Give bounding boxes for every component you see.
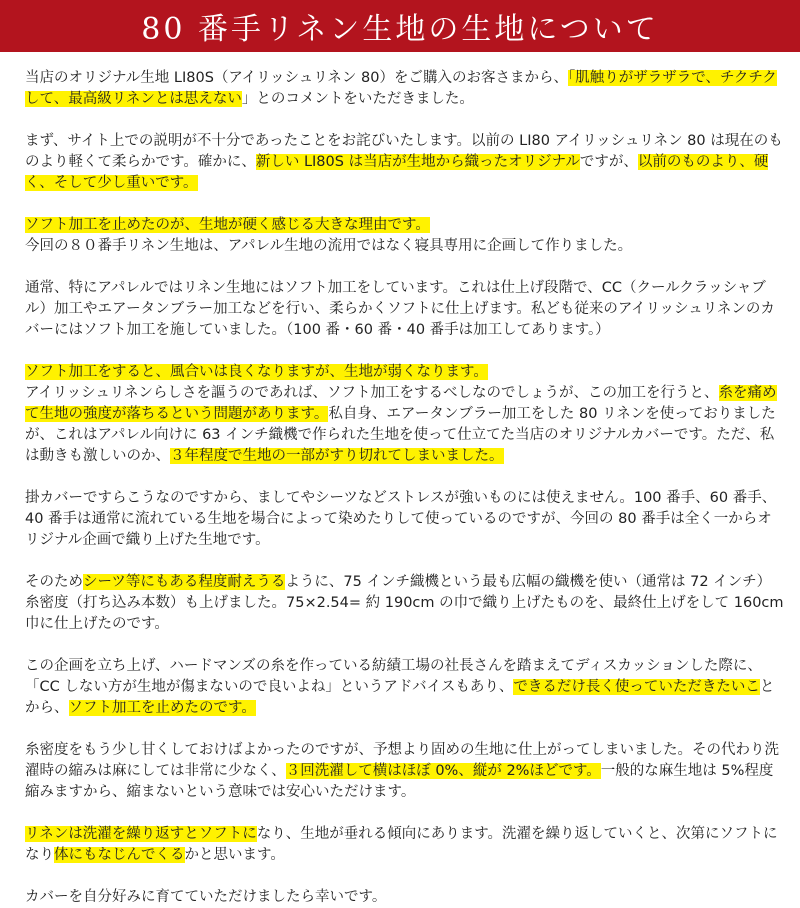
paragraph	[25, 740, 785, 803]
paragraph	[25, 824, 785, 866]
highlighted-text: ３年程度で生地の一部がすり切れてしまいました。	[170, 448, 504, 464]
body-text: アイリッシュリネンらしさを謳うのであれば、ソフト加工をするべしなのでしょうが、この加工を行うと、	[25, 385, 719, 401]
paragraph	[25, 656, 785, 719]
highlighted-text: 以前のものより、硬く、そして少し重いです。	[25, 154, 769, 191]
body-text: ですが、	[579, 154, 638, 170]
body-text: ように、75 インチ織機という最も広幅の織機を使い（通常は 72 インチ）糸密度（打ち込み本数）も上げました。75×2.54= 約 190cm の巾で織り上げたものを、最終仕上げをして 160cm 巾に仕上げたのです。	[25, 574, 784, 632]
highlighted-text: できるだけ長く使っていただきたいこ	[513, 679, 760, 695]
body-text: 」とのコメントをいただきました。	[241, 91, 474, 107]
paragraph	[25, 215, 785, 257]
highlighted-text: 体にもなじんでくる	[54, 847, 185, 863]
body-text: まず、サイト上での説明が不十分であったことをお詫びいたします。以前の LI80 アイリッシュリネン 80 は現在のものより軽くて柔らかです。確かに、	[25, 133, 783, 170]
highlighted-text: ソフト加工を止めたのが、生地が硬く感じる大きな理由です。	[25, 217, 430, 233]
highlighted-text: 「肌触りがザラザラで、チクチクして、最高級リネンとは思えない	[25, 70, 777, 107]
highlighted-text: 糸を痛めて生地の強度が落ちるという問題があります。	[25, 385, 777, 422]
highlighted-text: ソフト加工を止めたのです。	[68, 700, 256, 716]
body-text: そのため	[25, 574, 83, 590]
body-text: 掛カバーですらこうなのですから、ましてやシーツなどストレスが強いものには使えません。100 番手、60 番手、40 番手は通常に流れている生地を場合によって染めたりして使っているのですが、今回の 80 番手は全く一からオリジナル企画で織り上げた生地です。	[25, 490, 777, 548]
highlighted-text: 新しい LI80S は当店が生地から織ったオリジナル	[255, 154, 580, 170]
highlighted-text: ３回洗濯して横はほぼ 0%、縦が 2%ほどです。	[285, 763, 601, 779]
highlighted-text: シーツ等にもある程度耐えうる	[83, 574, 286, 590]
body-text: なり、生地が垂れる傾向にあります。洗濯を繰り返していくと、次第にソフトになり	[25, 826, 778, 863]
body-text: 今回の８０番手リネン生地は、アパレル生地の流用ではなく寝具専用に企画して作りました。	[25, 238, 633, 254]
highlighted-text: ソフト加工をすると、風合いは良くなりますが、生地が弱くなります。	[25, 364, 488, 380]
body-text: 私自身、エアータンブラー加工をした 80 リネンを使っておりましたが、これはアパレル向けに 63 インチ織機で作られた生地を使って仕立てた当店のオリジナルカバーです。ただ、私は動きも激しいのか、	[25, 406, 776, 464]
article-body	[25, 68, 785, 908]
body-text: 糸密度をもう少し甘くしておけばよかったのですが、予想より固めの生地に仕上がってしまいました。その代わり洗濯時の縮みは麻にしては非常に少なく、	[25, 742, 779, 779]
body-text: 当店のオリジナル生地 LI80S（アイリッシュリネン 80）をご購入のお客さまから、	[25, 70, 568, 86]
title-banner	[0, 0, 800, 52]
paragraph	[25, 488, 785, 551]
body-text: 一般的な麻生地は 5%程度縮みますから、縮まないという意味では安心いただけます。	[25, 763, 774, 800]
paragraph	[25, 68, 785, 110]
body-text: かと思います。	[184, 847, 285, 863]
page-title: 80 番手リネン生地の生地について	[141, 12, 659, 47]
body-text: 通常、特にアパレルではリネン生地にはソフト加工をしています。これは仕上げ段階で、CC（クールクラッシャブル）加工やエアータンブラー加工などを行い、柔らかくソフトに仕上げます。私ども従来のアイリッシュリネンのカバーにはソフト加工を施していました。（100 番・60 番・40 番手は加工してあります。）	[25, 280, 775, 338]
body-text: とから、	[25, 679, 775, 716]
paragraph	[25, 887, 785, 908]
highlighted-text: リネンは洗濯を繰り返すとソフトに	[25, 826, 257, 842]
paragraph	[25, 131, 785, 194]
paragraph	[25, 362, 785, 467]
paragraph	[25, 278, 785, 341]
body-text: この企画を立ち上げ、ハードマンズの糸を作っている紡績工場の社長さんを踏まえてディスカッションした際に、「CC しない方が生地が傷まないので良いよね」というアドバイスもあり、	[25, 658, 762, 695]
body-text: カバーを自分好みに育てていただけましたら幸いです。	[25, 889, 387, 905]
paragraph	[25, 572, 785, 635]
